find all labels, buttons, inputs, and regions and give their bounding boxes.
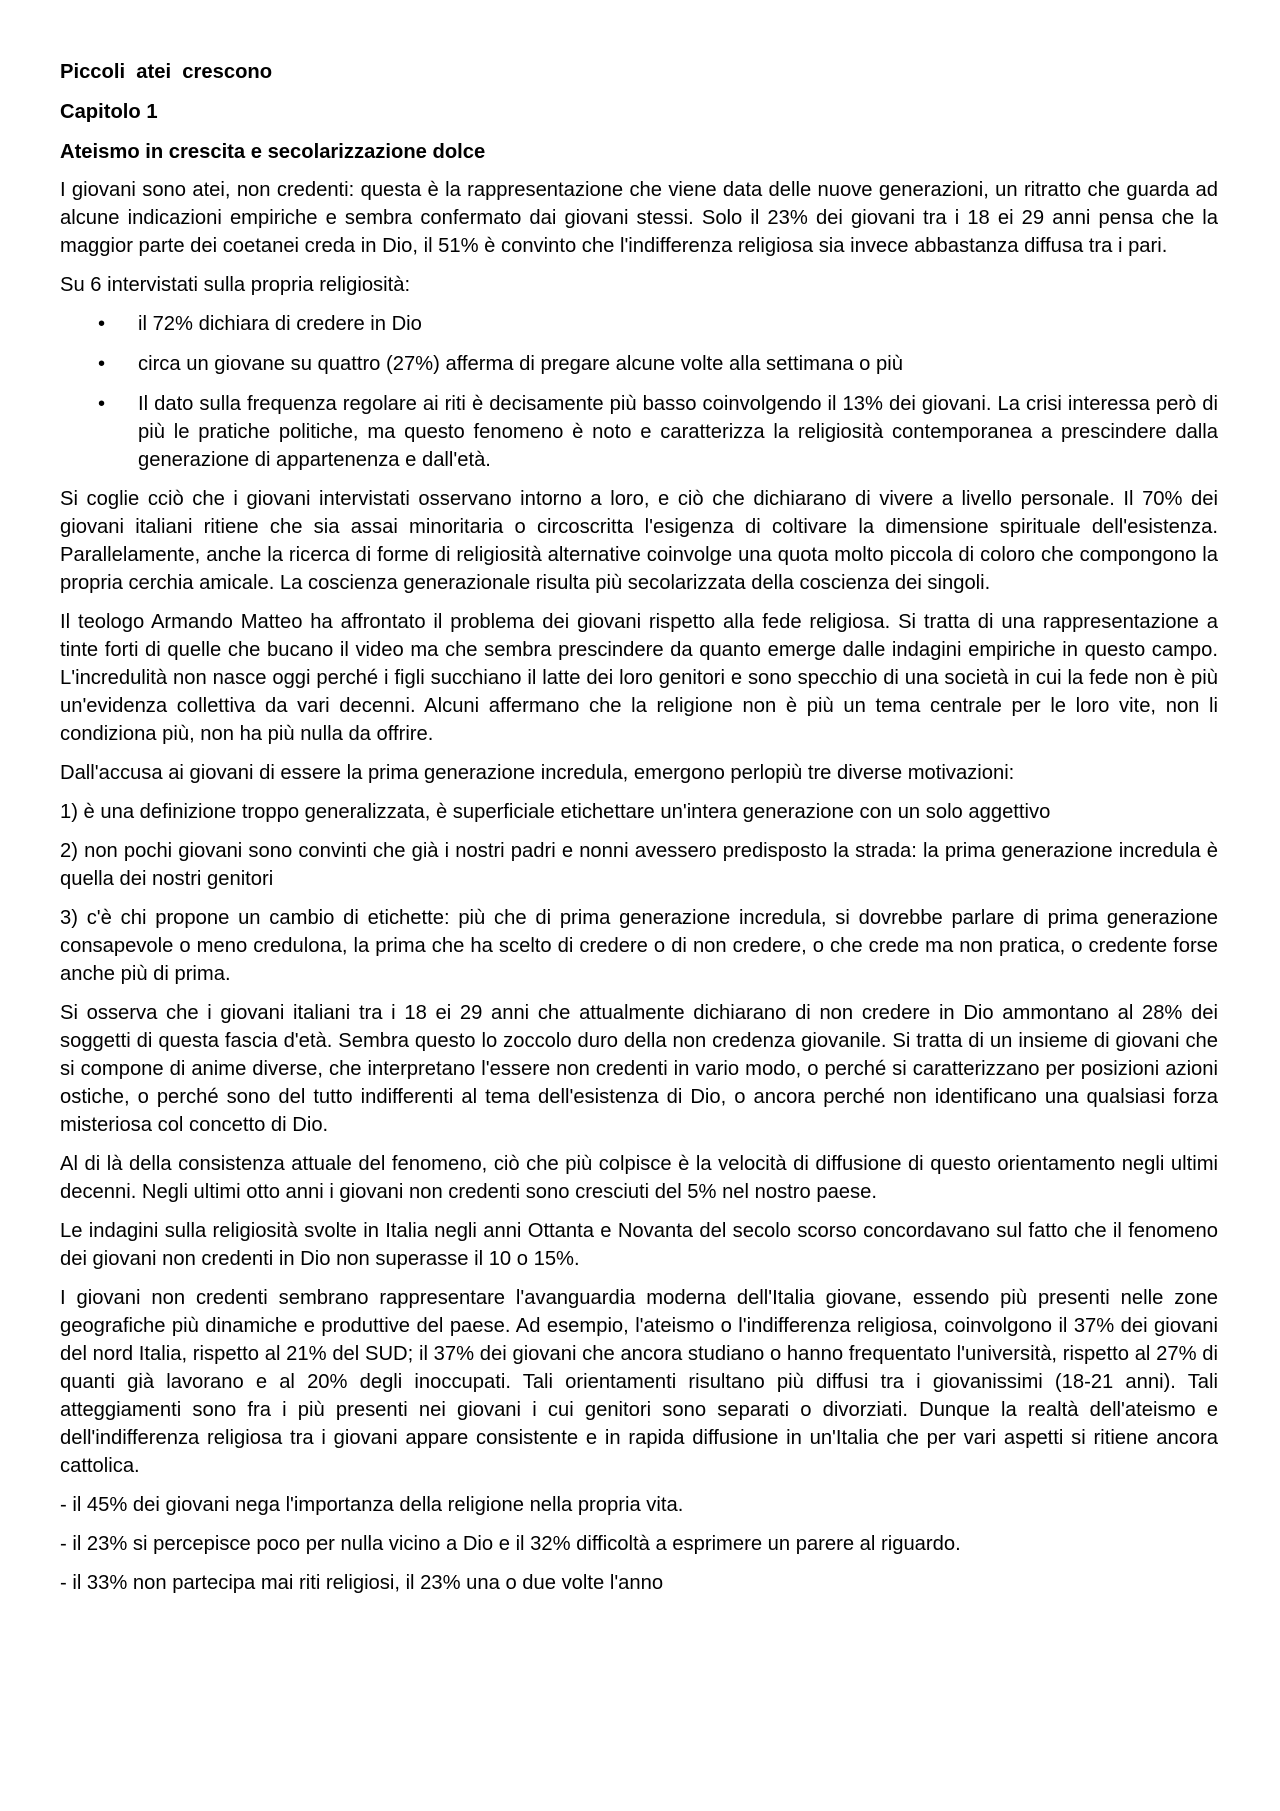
list-item [60, 390, 1218, 474]
paragraph-non-believers: Si osserva che i giovani italiani tra i 18 ei 29 anni che attualmente dichiarano di non credere in Dio ammontano al 28% dei soggetti di questa fascia d'età. Sembra questo lo zoccolo duro della non credenza giovanile. Si tratta di un insieme di giovani che si compone di anime diverse, che interpretano l'essere non credenti in vario modo, o perché si caratterizzano per posizioni azioni ostiche, o perché sono del tutto indifferenti al tema dell'esistenza di Dio, o ancora perché non identificano una qualsiasi forza misteriosa col concetto di Dio. [60, 1002, 1218, 1136]
motivations-intro: Dall'accusa ai giovani di essere la prima generazione incredula, emergono perlopiù tre diverse motivazioni: [60, 762, 1015, 784]
paragraph-past-surveys: Le indagini sulla religiosità svolte in Italia negli anni Ottanta e Novanta del secolo scorso concordavano sul fatto che il fenomeno dei giovani non credenti in Dio non superasse il 10 o 15%. [60, 1220, 1218, 1270]
stat-line-3: - il 33% non partecipa mai riti religiosi, il 23% una o due volte l'anno [60, 1572, 664, 1594]
stat-line-1: - il 45% dei giovani nega l'importanza della religione nella propria vita. [60, 1494, 684, 1516]
bullet-icon: • [98, 313, 106, 335]
motivation-2: 2) non pochi giovani sono convinti che già i nostri padri e nonni avessero predisposto la strada: la prima generazione incredula è quella dei nostri genitori [60, 840, 1218, 890]
list-item-text: Il dato sulla frequenza regolare ai riti è decisamente più basso coinvolgendo il 13% dei giovani. La crisi interessa però di più le pratiche politiche, ma questo fenomeno è noto e caratterizza la religiosità contemporanea a prescindere dalla generazione di appartenenza e dall'età. [138, 393, 1218, 471]
bullet-icon: • [98, 353, 106, 375]
document-page [60, 58, 1218, 1608]
paragraph-theologian: Il teologo Armando Matteo ha affrontato il problema dei giovani rispetto alla fede religiosa. Si tratta di una rappresentazione a tinte forti di quelle che bucano il video ma che sembra prescindere da quanto emerge dalle indagini empiriche in questo campo. L'incredulità non nasce oggi perché i figli succhiano il latte dei loro genitori e sono specchio di una società in cui la fede non è più un'evidenza collettiva da vari decenni. Alcuni affermano che la religione non è più un tema centrale per le loro vite, non li condiziona più, non ha più nulla da offrire. [60, 611, 1218, 745]
list-item [60, 310, 1218, 338]
paragraph-avant-garde: I giovani non credenti sembrano rappresentare l'avanguardia moderna dell'Italia giovane, essendo più presenti nelle zone geografiche più dinamiche e produttive del paese. Ad esempio, l'ateismo o l'indifferenza religiosa, coinvolgono il 37% dei giovani del nord Italia, rispetto al 21% del SUD; il 37% dei giovani che ancora studiano o hanno frequentato l'università, rispetto al 27% di quanti già lavorano e al 20% degli inoccupati. Tali orientamenti risultano più diffusi tra i giovanissimi (18-21 anni). Tali atteggiamenti sono fra i più presenti nei giovani i cui genitori sono separati o divorziati. Dunque la realtà dell'ateismo e dell'indifferenza religiosa tra i giovani appare consistente e in rapida diffusione in un'Italia che per vari aspetti si ritiene ancora cattolica. [60, 1287, 1218, 1477]
survey-intro: Su 6 intervistati sulla propria religiosità: [60, 274, 411, 296]
paragraph-diffusion-speed: Al di là della consistenza attuale del fenomeno, ciò che più colpisce è la velocità di diffusione di questo orientamento negli ultimi decenni. Negli ultimi otto anni i giovani non credenti sono cresciuti del 5% nel nostro paese. [60, 1153, 1218, 1203]
paragraph-perception: Si coglie cciò che i giovani intervistati osservano intorno a loro, e ciò che dichiarano di vivere a livello personale. Il 70% dei giovani italiani ritiene che sia assai minoritaria o circoscritta l'esigenza di coltivare la dimensione spirituale dell'esistenza. Parallelamente, anche la ricerca di forme di religiosità alternative coinvolge una quota molto piccola di coloro che compongono la propria cerchia amicale. La coscienza generazionale risulta più secolarizzata della coscienza dei singoli. [60, 488, 1218, 594]
list-item [60, 350, 1218, 378]
bullet-icon: • [98, 393, 106, 415]
motivation-3: 3) c'è chi propone un cambio di etichette: più che di prima generazione incredula, si dovrebbe parlare di prima generazione consapevole o meno credulona, la prima che ha scelto di credere o di non credere, o che crede ma non pratica, o credente forse anche più di prima. [60, 907, 1218, 985]
motivation-1: 1) è una definizione troppo generalizzata, è superficiale etichettare un'intera generazione con un solo aggettivo [60, 801, 1051, 823]
list-item-text: circa un giovane su quattro (27%) afferma di pregare alcune volte alla settimana o più [138, 353, 903, 375]
section-heading: Ateismo in crescita e secolarizzazione dolce [60, 141, 486, 163]
chapter-heading: Capitolo 1 [60, 101, 158, 123]
list-item-text: il 72% dichiara di credere in Dio [138, 313, 422, 335]
survey-bullet-list [60, 310, 1218, 474]
paragraph-intro: I giovani sono atei, non credenti: questa è la rappresentazione che viene data delle nuove generazioni, un ritratto che guarda ad alcune indicazioni empiriche e sembra confermato dai giovani stessi. Solo il 23% dei giovani tra i 18 ei 29 anni pensa che la maggior parte dei coetanei creda in Dio, il 51% è convinto che l'indifferenza religiosa sia invece abbastanza diffusa tra i pari. [60, 179, 1218, 257]
stat-line-2: - il 23% si percepisce poco per nulla vicino a Dio e il 32% difficoltà a esprimere un parere al riguardo. [60, 1533, 961, 1555]
document-title: Piccoli atei crescono [60, 61, 273, 83]
